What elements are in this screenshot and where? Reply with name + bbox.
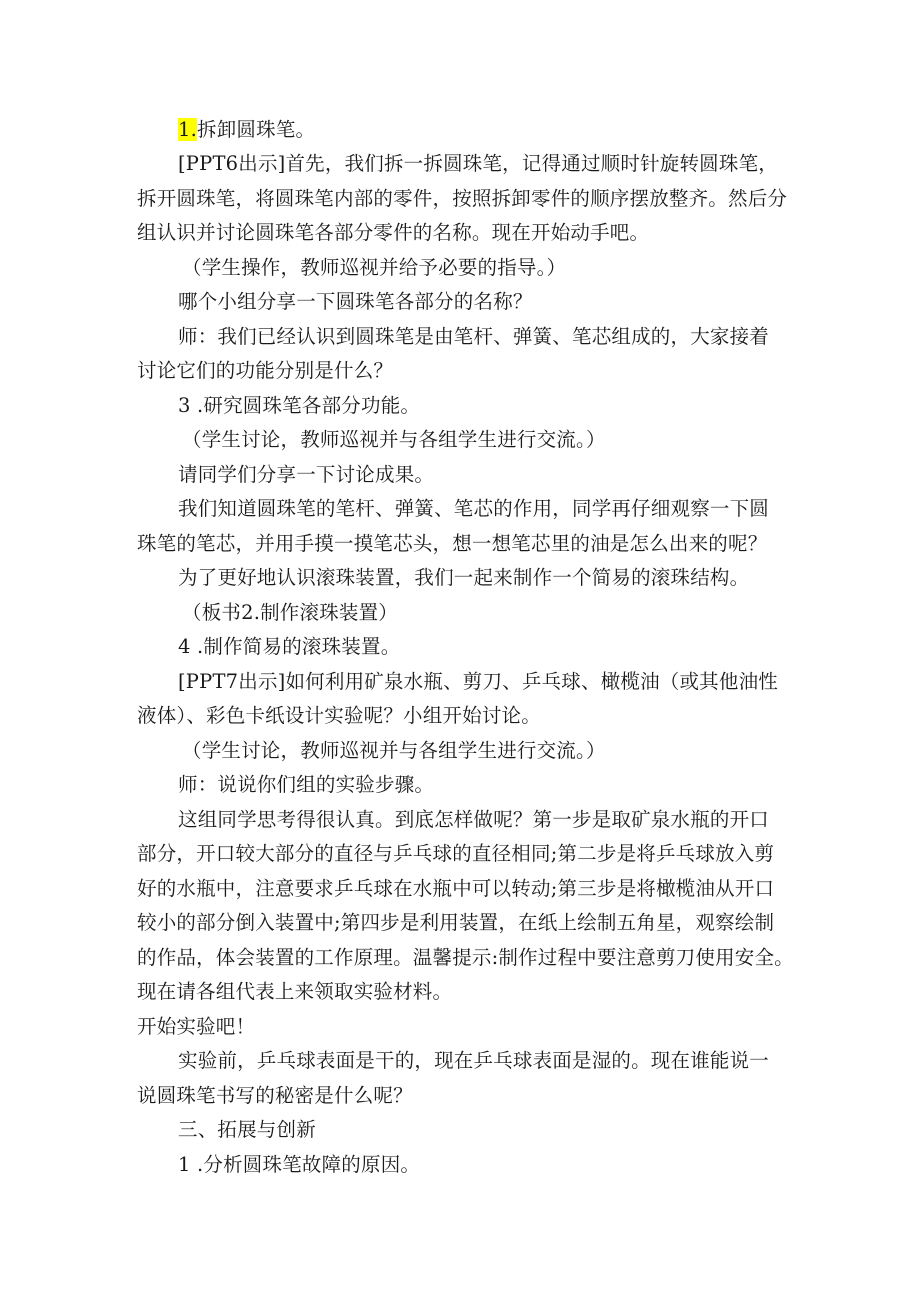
paragraph-line: 4 .制作简易的滚珠装置。: [178, 635, 401, 658]
paragraph-line: （板书2.制作滚珠装置）: [182, 601, 399, 624]
paragraph-line: [PPT6出示]首先，我们拆一拆圆珠笔，记得通过顺时针旋转圆珠笔，: [178, 152, 778, 175]
paragraph-line: 1 .分析圆珠笔故障的原因。: [178, 1153, 421, 1176]
highlighted-step-number: 1.: [178, 118, 198, 141]
paragraph-line: （学生讨论，教师巡视并与各组学生进行交流。）: [182, 428, 606, 451]
paragraph-line: 讨论它们的功能分别是什么？: [137, 359, 394, 382]
step-1-title: 拆卸圆珠笔。: [197, 118, 316, 141]
paragraph-line: 拆开圆珠笔，将圆珠笔内部的零件，按照拆卸零件的顺序摆放整齐。然后分: [137, 187, 788, 210]
paragraph-line: 实验前，乒乓球表面是干的，现在乒乓球表面是湿的。现在谁能说一: [178, 1049, 770, 1072]
paragraph-line: 部分，开口较大部分的直径与乒乓球的直径相同;第二步是将乒乓球放入剪: [137, 842, 775, 865]
paragraph-line: 这组同学思考得很认真。到底怎样做呢？第一步是取矿泉水瓶的开口: [178, 808, 770, 831]
paragraph-line: 组认识并讨论圆珠笔各部分零件的名称。现在开始动手吧。: [137, 221, 650, 244]
paragraph-line: （学生操作，教师巡视并给予必要的指导。）: [182, 256, 567, 279]
paragraph-line: [PPT7出示]如何利用矿泉水瓶、剪刀、乒乓球、橄榄油（或其他油性: [178, 670, 778, 693]
paragraph-line: 为了更好地认识滚珠装置，我们一起来制作一个简易的滚珠结构。: [178, 566, 750, 589]
paragraph-line: 好的水瓶中，注意要求乒乓球在水瓶中可以转动;第三步是将橄榄油从开口: [137, 877, 775, 900]
paragraph-line: 较小的部分倒入装置中;第四步是利用装置，在纸上绘制五角星，观察绘制: [137, 911, 775, 934]
paragraph-line: 哪个小组分享一下圆珠笔各部分的名称？: [178, 290, 533, 313]
section-heading: 三、拓展与创新: [178, 1118, 316, 1141]
paragraph-line: 我们知道圆珠笔的笔杆、弹簧、笔芯的作用，同学再仔细观察一下圆: [178, 497, 770, 520]
paragraph-line: 液体）、彩色卡纸设计实验呢？小组开始讨论。: [137, 704, 541, 727]
step-1-heading: [178, 118, 315, 142]
paragraph-line: 说圆珠笔书写的秘密是什么呢？: [137, 1084, 413, 1107]
paragraph-line: 师：我们已经认识到圆珠笔是由笔杆、弹簧、笔芯组成的，大家接着: [178, 325, 770, 348]
paragraph-line: 的作品，体会装置的工作原理。温馨提示:制作过程中要注意剪刀使用安全。: [137, 946, 794, 969]
paragraph-line: 现在请各组代表上来领取实验材料。: [137, 980, 453, 1003]
paragraph-line: 师：说说你们组的实验步骤。: [178, 773, 435, 796]
paragraph-line: 开始实验吧！: [137, 1015, 256, 1038]
paragraph-line: （学生讨论，教师巡视并与各组学生进行交流。）: [182, 739, 606, 762]
paragraph-line: 珠笔的笔芯，并用手摸一摸笔芯头，想一想笔芯里的油是怎么出来的呢？: [137, 532, 768, 555]
paragraph-line: 3 .研究圆珠笔各部分功能。: [178, 394, 421, 417]
paragraph-line: 请同学们分享一下讨论成果。: [178, 463, 435, 486]
